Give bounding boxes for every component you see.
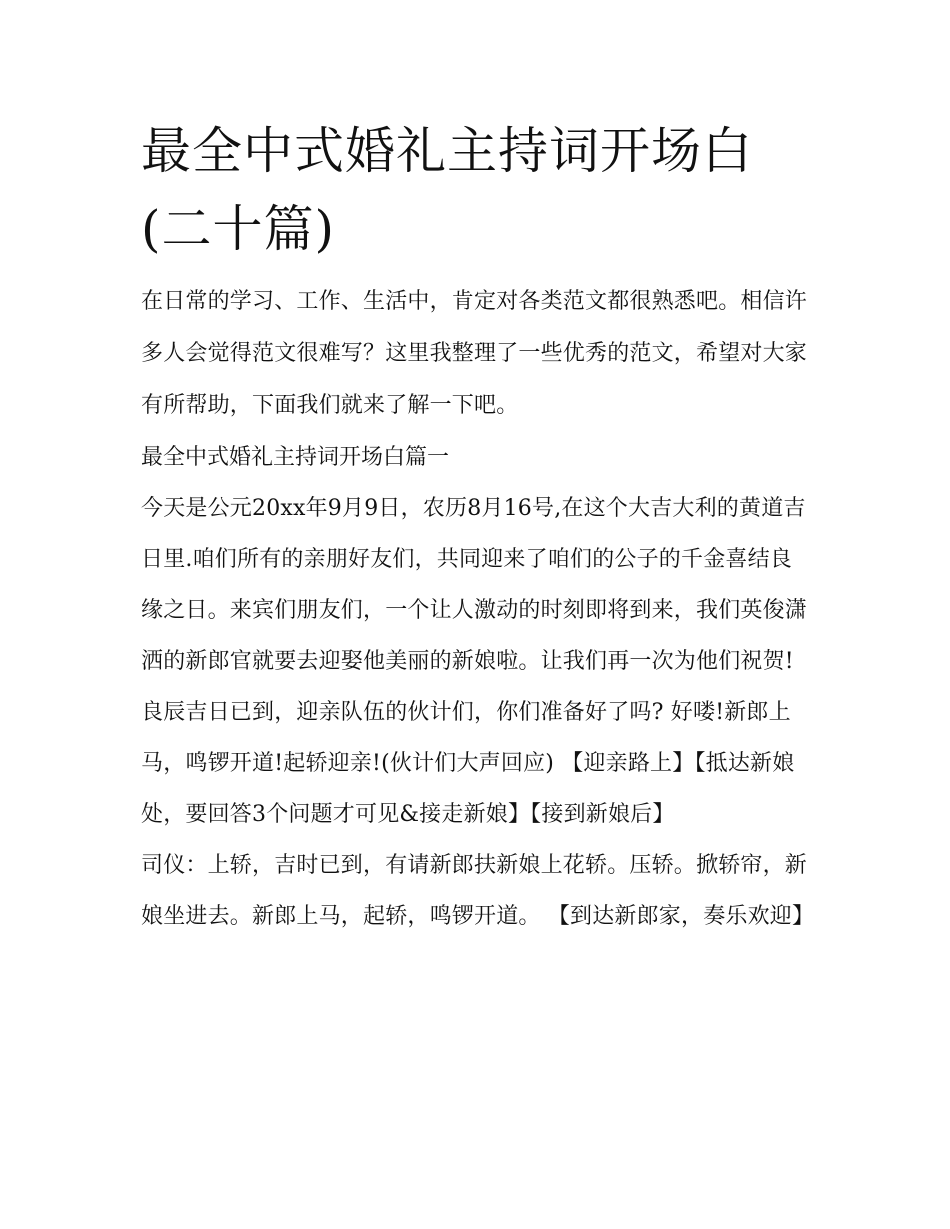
- section-heading: 最全中式婚礼主持词开场白篇一: [141, 445, 450, 470]
- body-paragraph: 良辰吉日已到，迎亲队伍的伙计们，你们准备好了吗? 好喽!新郎上马，鸣锣开道!起轿迎亲!(伙计们大声回应) 【迎亲路上】【抵达新娘处，要回答3个问题才可见&接走新娘】【接到新娘后】: [141, 700, 795, 827]
- document-body: [141, 276, 813, 942]
- intro-paragraph: 在日常的学习、工作、生活中，肯定对各类范文都很熟悉吧。相信许多人会觉得范文很难写？这里我整理了一些优秀的范文，希望对大家有所帮助，下面我们就来了解一下吧。: [141, 289, 808, 418]
- document-title: 最全中式婚礼主持词开场白(二十篇): [141, 122, 753, 258]
- body-paragraph: 司仪：上轿，吉时已到，有请新郎扶新娘上花轿。压轿。掀轿帘，新娘坐进去。新郎上马，起轿，鸣锣开道。 【到达新郎家，奏乐欢迎】: [141, 853, 815, 929]
- body-paragraph: 今天是公元20xx年9月9日，农历8月16号,在这个大吉大利的黄道吉日里.咱们所有的亲朋好友们，共同迎来了咱们的公子的千金喜结良缘之日。来宾们朋友们，一个让人激动的时刻即将到来，我们英俊潇洒的新郎官就要去迎娶他美丽的新娘啦。让我们再一次为他们祝贺!: [141, 496, 808, 674]
